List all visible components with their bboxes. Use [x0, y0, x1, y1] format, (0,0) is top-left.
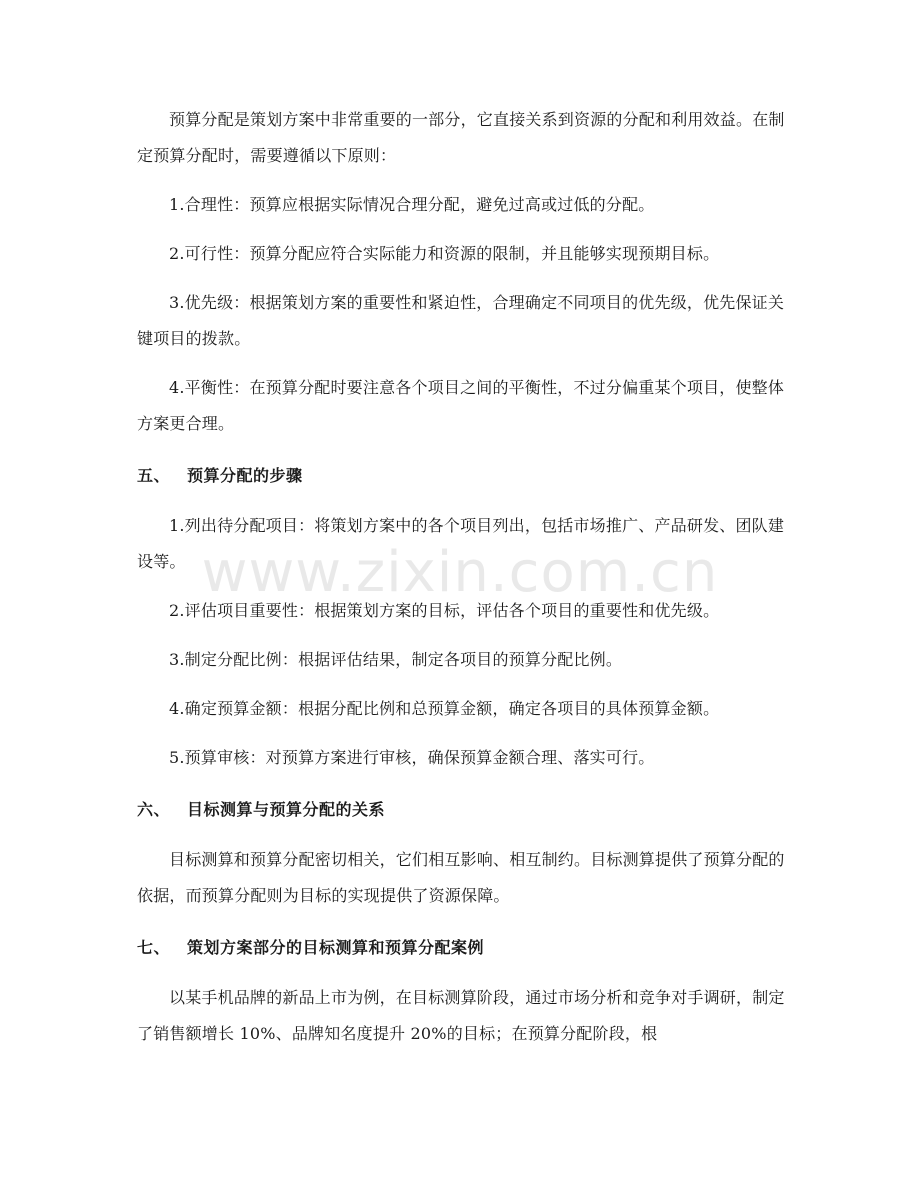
document-body	[137, 102, 787, 1052]
principle-item: 1.合理性：预算应根据实际情况合理分配，避免过高或过低的分配。	[169, 195, 655, 214]
intro-paragraph: 预算分配是策划方案中非常重要的一部分，它直接关系到资源的分配和利用效益。在制定预算分配时，需要遵循以下原则：	[137, 110, 785, 165]
principle-item: 3.优先级：根据策划方案的重要性和紧迫性，合理确定不同项目的优先级，优先保证关键项目的拨款。	[137, 293, 785, 348]
section-paragraph: 目标测算和预算分配密切相关，它们相互影响、相互制约。目标测算提供了预算分配的依据，而预算分配则为目标的实现提供了资源保障。	[137, 850, 785, 905]
step-item: 1.列出待分配项目：将策划方案中的各个项目列出，包括市场推广、产品研发、团队建设等。	[137, 516, 785, 571]
principle-item: 2.可行性：预算分配应符合实际能力和资源的限制，并且能够实现预期目标。	[169, 244, 720, 263]
section-number: 六、	[137, 800, 171, 819]
section-paragraph: 以某手机品牌的新品上市为例，在目标测算阶段，通过市场分析和竞争对手调研，制定了销售额增长 10%、品牌知名度提升 20%的目标；在预算分配阶段，根	[137, 988, 785, 1043]
section-heading-7	[137, 934, 787, 962]
section-heading-6	[137, 796, 787, 824]
principle-item: 4.平衡性：在预算分配时要注意各个项目之间的平衡性，不过分偏重某个项目，使整体方案更合理。	[137, 378, 785, 433]
section-title: 目标测算与预算分配的关系	[187, 800, 386, 819]
section-number: 五、	[137, 466, 171, 485]
section-title: 预算分配的步骤	[187, 466, 303, 485]
step-item: 2.评估项目重要性：根据策划方案的目标，评估各个项目的重要性和优先级。	[169, 601, 720, 620]
section-heading-5	[137, 462, 787, 490]
watermark: www.zixin.com.cn	[201, 540, 719, 605]
step-item: 3.制定分配比例：根据评估结果，制定各项目的预算分配比例。	[169, 650, 623, 669]
step-item: 4.确定预算金额：根据分配比例和总预算金额，确定各项目的具体预算金额。	[169, 699, 720, 718]
section-title: 策划方案部分的目标测算和预算分配案例	[187, 938, 485, 957]
step-item: 5.预算审核：对预算方案进行审核，确保预算金额合理、落实可行。	[169, 748, 655, 767]
section-number: 七、	[137, 938, 171, 957]
